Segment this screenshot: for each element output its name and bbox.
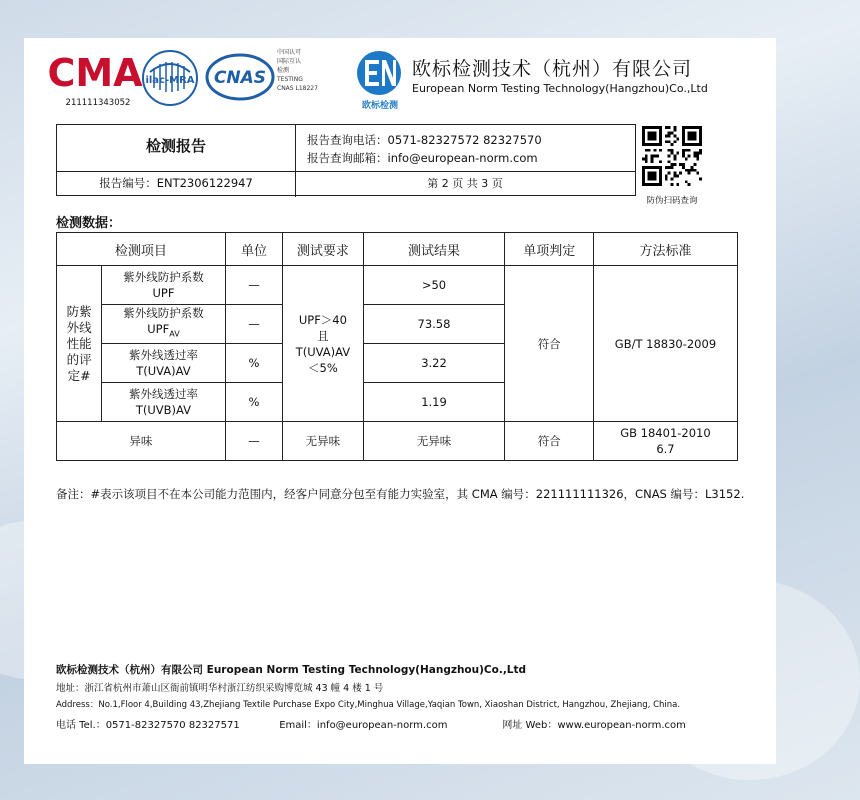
page-info: 第 2 页 共 3 页	[427, 177, 503, 190]
judgement-cell: 符合	[505, 422, 593, 461]
cnas-logo	[205, 52, 275, 102]
email-label: 报告查询邮箱：	[307, 151, 388, 165]
requirement-line: 且	[317, 328, 329, 343]
item-cell	[102, 344, 225, 383]
footer-address-en: Address：No.1,Floor 4,Building 43,Zhejiang Textile Purchase Expo City,Minghua Village,Yaqian Town, Xiaoshan District, Hangzhou, Zhejiang, China.	[56, 700, 681, 710]
cnas-line: CNAS L18227	[277, 85, 318, 92]
company-name-en: European Norm Testing Technology(Hangzhou)Co.,Ltd	[412, 82, 708, 95]
header-cell: 单项判定	[505, 233, 593, 266]
unit-cell: %	[225, 383, 283, 422]
ilac-text: ilac-MRA	[145, 75, 195, 86]
footer-tel: 电话 Tel.：0571-82327570 82327571	[56, 720, 240, 731]
cnas-text: CNAS	[213, 68, 267, 88]
result-cell: >50	[363, 266, 505, 305]
report-number-value: ENT2306122947	[156, 176, 253, 190]
method-line: GB 18401-2010	[620, 426, 711, 440]
svg-text:CMA: CMA	[47, 51, 143, 95]
section-title: 检测数据：	[56, 216, 122, 231]
remark-note: 备注：#表示该项目不在本公司能力范围内，经客户同意分包至有能力实验室，其 CMA 编号：221111111326，CNAS 编号：L3152.	[56, 487, 745, 501]
divider	[57, 171, 635, 172]
item-name: 紫外线透过率	[128, 387, 198, 401]
unit-cell: %	[225, 344, 283, 383]
group-label	[57, 266, 102, 422]
qr-caption: 防伪扫码查询	[646, 196, 698, 206]
cnas-line: 中国认可	[277, 49, 302, 56]
table-header-row	[57, 233, 738, 266]
footer-company: 欧标检测技术（杭州）有限公司 European Norm Testing Technology(Hangzhou)Co.,Ltd	[56, 664, 527, 676]
method-cell	[593, 422, 737, 461]
email-value: info@european-norm.com	[387, 151, 538, 165]
item-sub: UPF	[152, 286, 175, 300]
item-cell: 异味	[57, 422, 226, 461]
test-data-table	[56, 232, 738, 461]
item-cell	[102, 305, 225, 344]
cnas-line: 国际互认	[277, 58, 302, 65]
requirement-line: UPF＞40	[298, 312, 347, 327]
requirement-line: ＜5%	[308, 360, 338, 375]
table-row	[57, 266, 738, 305]
qr-code-icon[interactable]	[642, 126, 702, 186]
header-cell: 方法标准	[593, 233, 737, 266]
item-cell	[102, 383, 225, 422]
cnas-accreditation-text	[277, 48, 318, 93]
phone-value: 0571-82327572 82327570	[387, 133, 542, 147]
method-cell: GB/T 18830-2009	[593, 266, 737, 422]
report-header-box	[56, 124, 636, 196]
cma-logo	[47, 50, 143, 95]
cnas-line: 检测	[277, 67, 290, 74]
cnas-line: TESTING	[277, 76, 303, 83]
footer-contact	[56, 716, 736, 731]
footer-address-cn: 地址：浙江省杭州市萧山区衙前镇明华村浙江纺织采购博览城 43 幢 4 楼 1 号	[56, 683, 384, 694]
report-title: 检测报告	[145, 137, 206, 155]
result-cell: 3.22	[363, 344, 505, 383]
group-label-text: 防紫外线性能的评定#	[66, 303, 92, 383]
report-contact	[307, 131, 542, 167]
item-sub: T(UVB)AV	[135, 403, 192, 417]
unit-cell: —	[225, 305, 283, 344]
result-cell: 无异味	[363, 422, 505, 461]
header-cell: 检测项目	[57, 233, 226, 266]
en-logo	[356, 50, 402, 96]
company-name-cn: 欧标检测技术（杭州）有限公司	[412, 58, 693, 80]
item-sub: $UPF_{AV}$	[147, 322, 180, 339]
method-line: 6.7	[656, 442, 675, 456]
report-number	[57, 175, 295, 191]
header-cell: 单位	[225, 233, 283, 266]
requirement-cell	[283, 266, 363, 422]
cma-number: 211111343052	[65, 98, 131, 108]
header-cell: 测试要求	[283, 233, 363, 266]
result-cell: 73.58	[363, 305, 505, 344]
en-logo-caption: 欧标检测	[361, 101, 398, 111]
requirement-line: T(UVA)AV	[295, 344, 351, 359]
item-name: 紫外线透过率	[128, 348, 198, 362]
requirement-cell: 无异味	[283, 422, 363, 461]
item-sub: T(UVA)AV	[136, 364, 191, 378]
item-cell	[102, 266, 225, 305]
footer-web[interactable]: 网址 Web：www.european-norm.com	[502, 720, 686, 731]
result-cell: 1.19	[363, 383, 505, 422]
item-name: 紫外线防护系数	[123, 270, 204, 284]
report-number-label: 报告编号：	[99, 176, 157, 190]
judgement-cell: 符合	[505, 266, 593, 422]
header-cell: 测试结果	[363, 233, 505, 266]
phone-label: 报告查询电话：	[307, 133, 388, 147]
unit-cell: —	[225, 422, 283, 461]
table-row-odor	[57, 422, 738, 461]
unit-cell: —	[225, 266, 283, 305]
ilac-mra-logo	[140, 48, 200, 108]
footer-email: Email：info@european-norm.com	[279, 720, 448, 731]
item-name: 紫外线防护系数	[123, 306, 204, 321]
